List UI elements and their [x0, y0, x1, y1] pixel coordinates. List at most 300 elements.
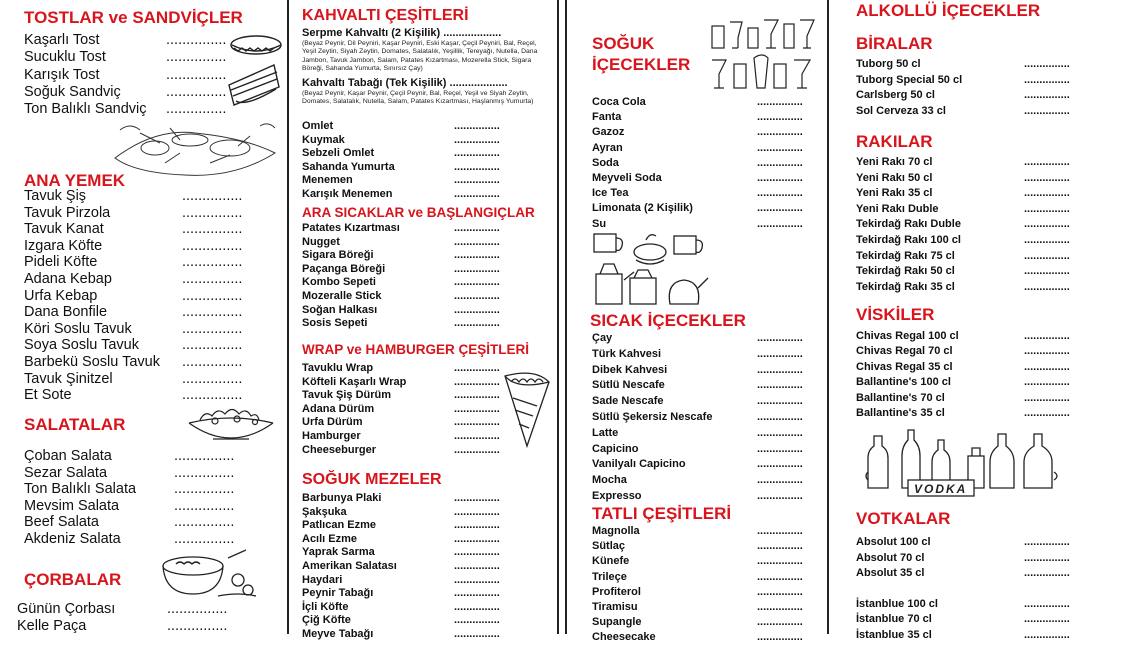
menu-item-name: Tavuklu Wrap: [302, 362, 374, 374]
menu-item-name: Cheeseburger: [302, 443, 376, 456]
menu-item-row: [856, 407, 1094, 423]
menu-item-name: Yeni Rakı Duble: [856, 202, 939, 215]
menu-item-name: Çiğ Köfte: [302, 614, 351, 627]
menu-item-price-dots: ...............: [454, 389, 500, 402]
menu-item-name: Haydari: [302, 573, 343, 586]
menu-item-row: [24, 254, 252, 270]
menu-item-price-dots: ...............: [174, 481, 235, 498]
menu-item-name: Soda: [592, 156, 619, 169]
menu-item-price-dots: ...............: [1024, 171, 1070, 184]
menu-item-price-dots: ...............: [182, 320, 243, 337]
menu-item-price-dots: ...............: [757, 616, 803, 629]
menu-item-price-dots: ...............: [454, 600, 500, 613]
menu-item-row: [592, 571, 827, 587]
menu-item-row: [592, 601, 827, 617]
menu-item-name: Mocha: [592, 474, 627, 487]
menu-item-price-dots: ...............: [757, 540, 803, 553]
menu-item-name: Carlsberg 50 cl: [856, 89, 935, 102]
menu-item-name: Gazoz: [592, 126, 625, 139]
menu-item-name: Pideli Köfte: [24, 254, 98, 271]
menu-item-name: Çoban Salata: [24, 448, 112, 464]
section-title-viskiler: VİSKİLER: [856, 305, 935, 324]
menu-item-name: Meyve Tabağı: [302, 628, 374, 640]
section-title-sicak-icecekler: SICAK İÇECEKLER: [590, 311, 746, 330]
menu-item-name: Ice Tea: [592, 187, 629, 200]
menu-item-price-dots: ...............: [757, 172, 803, 184]
menu-item-row: [592, 474, 827, 490]
menu-item-row: [592, 157, 827, 173]
menu-item-name: Yeni Rakı 70 cl: [856, 156, 933, 168]
menu-item-row: [592, 395, 827, 411]
menu-column-food: [0, 0, 286, 634]
menu-item-price-dots: ...............: [182, 254, 243, 271]
menu-item-price-dots: ...............: [1024, 551, 1070, 564]
menu-item-row: [592, 172, 827, 188]
menu-item-price-dots: ...............: [167, 618, 228, 634]
menu-item-price-dots: ...............: [454, 546, 500, 559]
menu-item-name: Nugget: [302, 235, 340, 248]
menu-item-name: Su: [592, 217, 607, 230]
menu-item-row: [592, 490, 827, 506]
menu-item-name: Tiramisu: [592, 601, 638, 613]
section-title-soguk-icecekler-1: SOĞUK: [592, 34, 655, 53]
menu-item-price-dots: ...............: [182, 188, 243, 204]
menu-item-name: Sosis Sepeti: [302, 317, 368, 330]
menu-item-row: [592, 427, 827, 443]
section-title-biralar: BİRALAR: [856, 34, 933, 53]
menu-item-price-dots: ...............: [182, 237, 243, 254]
menu-item-name: Günün Çorbası: [17, 601, 116, 617]
section-title-alkollu: ALKOLLÜ İÇECEKLER: [856, 1, 1041, 20]
menu-item-name: Patates Kızartması: [302, 222, 400, 234]
menu-item-price-dots: ...............: [454, 317, 500, 330]
menu-item-name: Menemen: [302, 174, 353, 187]
menu-item-name: Şakşuka: [302, 505, 347, 518]
menu-item-name: Acılı Ezme: [302, 532, 358, 545]
section-title-soguk-icecekler-2: İÇECEKLER: [592, 55, 691, 74]
menu-item-row: [24, 49, 236, 65]
menu-item-name: Expresso: [592, 490, 642, 502]
menu-item-name: İstanblue 100 cl: [856, 597, 938, 610]
menu-item-row: [24, 271, 252, 287]
menu-item-row: [856, 281, 1094, 297]
menu-item-price-dots: ...............: [757, 156, 803, 169]
menu-item-name: Chivas Regal 35 cl: [856, 360, 953, 373]
menu-item-name: Tekirdağ Rakı 75 cl: [856, 249, 955, 262]
menu-item-price-dots: ...............: [1024, 407, 1070, 419]
section-title-kahvalti: KAHVALTI ÇEŞİTLERİ: [302, 7, 469, 24]
column-divider-1: [287, 0, 289, 634]
column-divider-3: [565, 0, 567, 634]
menu-item-name: Et Sote: [24, 387, 72, 404]
menu-item-name: Kelle Paça: [17, 618, 87, 634]
menu-item-name: Amerikan Salatası: [302, 560, 397, 572]
menu-item-price-dots: ...............: [1024, 567, 1070, 580]
menu-item-name: Ton Balıklı Salata: [24, 481, 137, 498]
section-title-tostlar: TOSTLAR ve SANDVİÇLER: [24, 8, 243, 27]
menu-item-name: Kombo Sepeti: [302, 276, 376, 289]
menu-item-price-dots: ...............: [757, 96, 803, 108]
menu-item-row: [856, 567, 1094, 583]
menu-item-name: Urfa Kebap: [24, 287, 98, 304]
menu-item-name: Kaşarlı Tost: [24, 32, 100, 48]
menu-item-price-dots: ...............: [1024, 280, 1070, 293]
menu-item-price-dots: ...............: [1024, 58, 1070, 70]
menu-item-price-dots: ...............: [454, 120, 500, 132]
menu-item-price-dots: ...............: [182, 337, 243, 354]
menu-item-name: Yeni Rakı 50 cl: [856, 171, 933, 184]
section-title-soguk-mezeler: SOĞUK MEZELER: [302, 471, 442, 488]
menu-item-price-dots: ...............: [757, 363, 803, 376]
menu-item-name: Mevsim Salata: [24, 497, 120, 514]
menu-item-row: [856, 376, 1094, 392]
menu-item-name: Sigara Böreği: [302, 249, 374, 262]
menu-item-row: [592, 631, 827, 647]
menu-item-price-dots: ...............: [182, 287, 243, 304]
menu-item-name: Soğan Halkası: [302, 303, 378, 316]
menu-item-name: Soya Soslu Tavuk: [24, 337, 139, 354]
menu-item-row: [592, 616, 827, 632]
menu-item-price-dots: ...............: [454, 375, 500, 388]
menu-item-price-dots: ...............: [166, 32, 227, 48]
menu-item-price-dots: ...............: [454, 249, 500, 262]
menu-item-price-dots: ...............: [757, 601, 803, 613]
menu-item-price-dots: ...............: [166, 101, 227, 118]
menu-item-row: [592, 540, 827, 556]
menu-item-row: [592, 332, 827, 348]
menu-item-price-dots: ...............: [1024, 104, 1070, 117]
menu-item-name: Dibek Kahvesi: [592, 363, 668, 376]
menu-item-row: [592, 202, 827, 218]
menu-item-price-dots: ...............: [1024, 89, 1070, 102]
section-title-wrap-hamburger: WRAP ve HAMBURGER ÇEŞİTLERİ: [302, 342, 530, 357]
menu-item-price-dots: ...............: [454, 587, 500, 600]
menu-item-name: Karışık Tost: [24, 66, 100, 83]
menu-item-row: [592, 111, 827, 127]
menu-item-name: Tavuk Pirzola: [24, 204, 111, 221]
menu-item-price-dots: ...............: [454, 532, 500, 545]
menu-item-name: Tekirdağ Rakı Duble: [856, 218, 961, 231]
menu-item-row: [856, 250, 1094, 266]
menu-item-price-dots: ...............: [182, 387, 243, 404]
menu-item-price-dots: ...............: [1024, 613, 1070, 626]
menu-item-name: Mozeralle Stick: [302, 290, 382, 302]
menu-item-price-dots: ...............: [757, 141, 803, 154]
menu-item-row: [856, 172, 1094, 188]
menu-item-name: Sütlaç: [592, 540, 626, 553]
menu-item-name: Fanta: [592, 111, 622, 124]
menu-item-price-dots: ...............: [757, 426, 803, 439]
menu-item-name: Coca Cola: [592, 96, 646, 108]
menu-item-price-dots: ...............: [1024, 597, 1070, 610]
menu-item-price-dots: ...............: [757, 585, 803, 598]
menu-item-name: Tekirdağ Rakı 35 cl: [856, 280, 955, 293]
menu-item-row: [856, 156, 1094, 172]
menu-item-name: Absolut 70 cl: [856, 551, 925, 564]
menu-item-price-dots: ...............: [1024, 376, 1070, 389]
menu-item-row: [592, 348, 827, 364]
menu-item-row: [856, 345, 1094, 361]
menu-item-row: [24, 514, 244, 530]
food-platter-illustration: [110, 118, 280, 178]
menu-item-price-dots: ...............: [1024, 265, 1070, 278]
menu-item-name: Patlıcan Ezme: [302, 519, 376, 532]
menu-item-row: [24, 337, 252, 353]
menu-column-drinks: [568, 0, 826, 644]
menu-item-row: [24, 32, 236, 48]
menu-item-price-dots: ...............: [182, 370, 243, 387]
menu-item-name: Urfa Dürüm: [302, 416, 363, 429]
menu-item-row: [856, 187, 1094, 203]
menu-item-price-dots: ...............: [1024, 629, 1070, 641]
menu-item-name: Ayran: [592, 141, 623, 154]
menu-item-row: [24, 288, 252, 304]
menu-item-row: [592, 364, 827, 380]
menu-item-name: Tuborg 50 cl: [856, 58, 921, 70]
menu-item-name: Sol Cerveza 33 cl: [856, 104, 946, 117]
menu-item-price-dots: ...............: [1024, 360, 1070, 373]
menu-item-price-dots: ...............: [182, 354, 243, 370]
menu-item-price-dots: ...............: [757, 395, 803, 408]
menu-column-alcohol: [830, 0, 1125, 641]
menu-item-name: Türk Kahvesi: [592, 347, 662, 360]
menu-item-price-dots: ...............: [166, 66, 227, 83]
menu-item-name: Profiterol: [592, 585, 641, 598]
menu-item-row: [24, 481, 244, 497]
menu-item-name: Adana Dürüm: [302, 402, 375, 415]
menu-item-price-dots: ...............: [454, 133, 500, 146]
menu-item-name: Adana Kebap: [24, 271, 112, 287]
menu-item-price-dots: ...............: [454, 147, 500, 160]
menu-item-row: [24, 67, 236, 83]
menu-item-row: [856, 361, 1094, 377]
column-divider-4: [827, 0, 829, 634]
section-title-ara-sicaklar: ARA SICAKLAR ve BAŞLANGIÇLAR: [302, 205, 535, 220]
menu-item-price-dots: ...............: [454, 402, 500, 415]
menu-column-breakfast: [290, 0, 556, 640]
menu-item-price-dots: ...............: [1024, 187, 1070, 200]
menu-item-row: [856, 58, 1094, 74]
menu-item-row: [592, 142, 827, 158]
menu-item-name: Supangle: [592, 616, 642, 629]
menu-item-row: [856, 613, 1094, 629]
menu-item-row: [302, 317, 524, 333]
menu-item-price-dots: ...............: [1024, 156, 1070, 168]
menu-item-row: [592, 96, 827, 112]
menu-item-name: Tavuk Şinitzel: [24, 370, 113, 387]
menu-item-name: Tekirdağ Rakı 100 cl: [856, 234, 961, 246]
menu-item-name: Chivas Regal 100 cl: [856, 330, 959, 342]
menu-item-price-dots: ...............: [454, 492, 500, 504]
menu-item-name: İstanblue 35 cl: [856, 629, 932, 641]
menu-item-row: [856, 330, 1094, 346]
menu-item-name: Beef Salata: [24, 514, 99, 531]
menu-item-price-dots: ...............: [454, 235, 500, 248]
menu-item-name: Kuymak: [302, 133, 345, 146]
menu-item-price-dots: ...............: [757, 458, 803, 471]
menu-item-price-dots: ...............: [757, 570, 803, 583]
menu-item-name: Tekirdağ Rakı 50 cl: [856, 265, 955, 278]
menu-item-row: [592, 411, 827, 427]
salad-bowl-illustration: [185, 405, 277, 447]
menu-item-row: [24, 221, 252, 237]
menu-item-row: [592, 525, 827, 541]
menu-item-price-dots: ...............: [454, 628, 500, 640]
menu-item-row: [592, 379, 827, 395]
menu-item-name: Meyveli Soda: [592, 172, 662, 184]
menu-item-price-dots: ...............: [454, 614, 500, 627]
menu-item-price-dots: ...............: [1024, 234, 1070, 246]
menu-item-row: [17, 601, 237, 617]
menu-item-name: Tavuk Şiş: [24, 188, 87, 204]
menu-item-row: [856, 218, 1094, 234]
menu-item-row: [856, 234, 1094, 250]
menu-item-price-dots: ...............: [182, 271, 243, 287]
menu-item-name: Sade Nescafe: [592, 395, 664, 408]
menu-item-name: Omlet: [302, 120, 334, 132]
menu-item-price-dots: ...............: [454, 573, 500, 586]
menu-item-row: [24, 188, 252, 204]
section-title-rakilar: RAKILAR: [856, 132, 933, 151]
menu-item-price-dots: ...............: [757, 202, 803, 215]
menu-item-price-dots: ...............: [454, 416, 500, 429]
menu-item-price-dots: ...............: [454, 303, 500, 316]
menu-item-name: Izgara Köfte: [24, 237, 103, 254]
menu-item-name: İçli Köfte: [302, 600, 349, 613]
menu-item-row: [24, 448, 244, 464]
menu-item-price-dots: ...............: [167, 601, 228, 617]
menu-item-price-dots: ...............: [166, 83, 227, 100]
menu-item-name: Tavuk Şiş Dürüm: [302, 389, 392, 402]
menu-item-price-dots: ...............: [757, 187, 803, 200]
menu-item-price-dots: ...............: [174, 531, 235, 547]
soup-bowl-illustration: [158, 548, 258, 600]
menu-item-row: [24, 371, 252, 387]
menu-item-name: Tuborg Special 50 cl: [856, 73, 963, 86]
menu-item-row: [856, 89, 1094, 105]
menu-item-row: [592, 458, 827, 474]
menu-item-name: Ballantine's 100 cl: [856, 376, 951, 389]
serpme-kahvalti-item: Serpme Kahvaltı (2 Kişilik) ...................: [302, 27, 502, 39]
menu-item-row: [24, 321, 252, 337]
menu-item-row: [302, 444, 524, 460]
menu-item-name: Sütlü Şekersiz Nescafe: [592, 411, 713, 423]
menu-item-price-dots: ...............: [757, 474, 803, 487]
menu-item-name: Capicino: [592, 442, 639, 455]
menu-item-price-dots: ...............: [454, 560, 500, 572]
menu-item-price-dots: ...............: [174, 464, 235, 481]
menu-item-name: Chivas Regal 70 cl: [856, 345, 953, 358]
menu-item-name: Peynir Tabağı: [302, 587, 374, 600]
menu-item-price-dots: ...............: [454, 362, 500, 374]
menu-item-name: Paçanga Böreği: [302, 262, 386, 275]
menu-item-row: [856, 536, 1094, 552]
menu-item-name: Soğuk Sandviç: [24, 83, 121, 100]
menu-item-row: [856, 105, 1094, 121]
vodka-label: VODKA: [914, 482, 968, 496]
menu-item-row: [856, 203, 1094, 219]
menu-item-row: [24, 101, 236, 117]
menu-item-name: Latte: [592, 426, 619, 439]
menu-item-price-dots: ...............: [757, 442, 803, 455]
menu-item-row: [24, 304, 252, 320]
menu-item-price-dots: ...............: [757, 111, 803, 124]
menu-item-price-dots: ...............: [1024, 536, 1070, 548]
menu-item-row: [592, 555, 827, 571]
menu-item-name: Limonata (2 Kişilik): [592, 202, 693, 215]
menu-item-price-dots: ...............: [454, 188, 500, 200]
menu-item-name: Künefe: [592, 555, 630, 568]
menu-item-price-dots: ...............: [454, 276, 500, 289]
menu-item-name: Dana Bonfile: [24, 304, 108, 321]
menu-item-price-dots: ...............: [454, 290, 500, 302]
menu-item-name: Absolut 100 cl: [856, 536, 931, 548]
menu-item-name: İstanblue 70 cl: [856, 613, 932, 626]
menu-item-row: [24, 465, 244, 481]
menu-item-price-dots: ...............: [757, 126, 803, 139]
menu-item-price-dots: ...............: [757, 217, 803, 230]
menu-item-row: [592, 126, 827, 142]
menu-item-name: Tavuk Kanat: [24, 221, 104, 238]
menu-item-price-dots: ...............: [166, 49, 227, 66]
menu-item-price-dots: ...............: [757, 379, 803, 392]
menu-item-price-dots: ...............: [1024, 218, 1070, 231]
menu-item-price-dots: ...............: [454, 519, 500, 532]
menu-item-price-dots: ...............: [757, 631, 803, 644]
menu-item-price-dots: ...............: [182, 304, 243, 321]
menu-item-price-dots: ...............: [454, 160, 500, 173]
menu-item-price-dots: ...............: [174, 514, 235, 531]
kahvalti-tabagi-description: (Beyaz Peynir, Kaşar Peynir, Çeçil Peynir, Bal, Reçel, Yeşil ve Siyah Zeytin, Domates, Salatalık, Nutella, Salam, Patates Kızartması, Haşlanmış Yumurta): [302, 90, 534, 106]
menu-item-name: Sebzeli Omlet: [302, 147, 375, 160]
menu-item-name: Akdeniz Salata: [24, 531, 121, 547]
menu-item-price-dots: ...............: [757, 525, 803, 537]
menu-item-name: Ballantine's 35 cl: [856, 407, 945, 419]
menu-item-row: [856, 629, 1094, 645]
menu-item-price-dots: ...............: [757, 411, 803, 423]
menu-item-row: [24, 387, 252, 403]
menu-item-name: Sahanda Yumurta: [302, 160, 395, 173]
menu-item-row: [856, 392, 1094, 408]
menu-item-price-dots: ...............: [454, 430, 500, 442]
menu-item-row: [24, 531, 244, 547]
menu-item-name: Absolut 35 cl: [856, 567, 925, 580]
menu-item-price-dots: ...............: [182, 204, 243, 221]
menu-item-name: Sucuklu Tost: [24, 49, 106, 66]
menu-item-price-dots: ...............: [1024, 345, 1070, 358]
menu-item-row: [856, 74, 1094, 90]
menu-item-price-dots: ...............: [174, 497, 235, 514]
menu-item-name: Trileçe: [592, 570, 627, 583]
menu-item-price-dots: ...............: [454, 174, 500, 187]
section-title-tatli: TATLI ÇEŞİTLERİ: [592, 504, 732, 523]
menu-item-name: Çay: [592, 332, 613, 344]
section-title-salatalar: SALATALAR: [24, 415, 126, 434]
menu-item-price-dots: ...............: [757, 332, 803, 344]
menu-item-price-dots: ...............: [454, 443, 500, 456]
coffee-illustration: [590, 230, 710, 308]
menu-item-row: [24, 354, 252, 370]
menu-item-row: [592, 218, 827, 234]
menu-item-name: Ton Balıklı Sandviç: [24, 101, 147, 118]
section-title-votkalar: VOTKALAR: [856, 509, 951, 528]
menu-item-name: Barbekü Soslu Tavuk: [24, 354, 160, 370]
section-title-corbalar: ÇORBALAR: [24, 570, 122, 589]
menu-item-name: Magnolla: [592, 525, 640, 537]
menu-item-row: [302, 628, 524, 644]
column-divider-2: [557, 0, 559, 634]
menu-item-name: Karışık Menemen: [302, 188, 393, 200]
